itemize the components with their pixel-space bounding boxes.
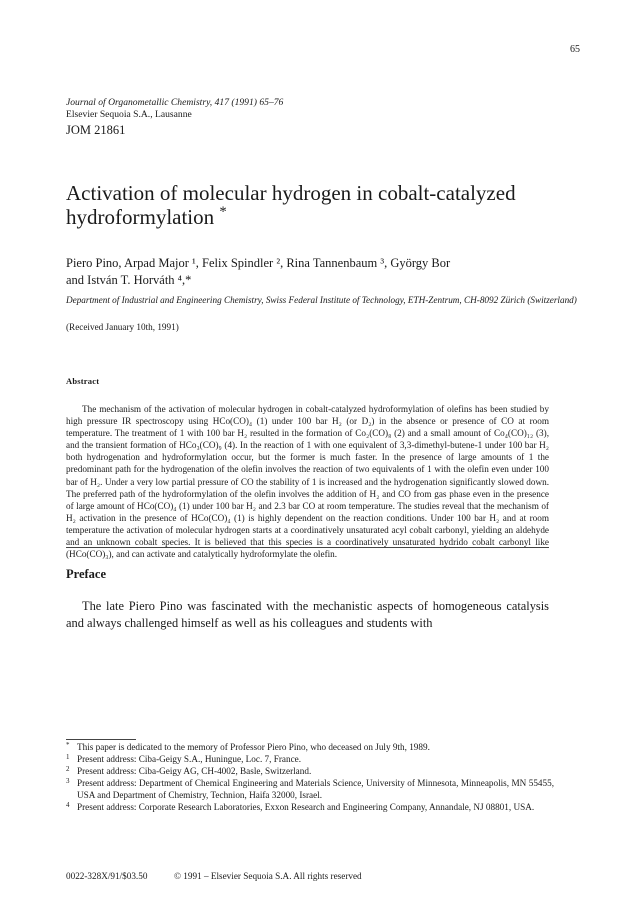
journal-header bbox=[66, 97, 283, 136]
authors-line-1: Piero Pino, Arpad Major ¹, Felix Spindler ², Rina Tannenbaum ³, György Bor bbox=[66, 256, 451, 270]
footnote-mark: * bbox=[66, 741, 70, 749]
section-divider bbox=[66, 547, 549, 548]
footnote-text: Present address: Ciba-Geigy S.A., Huningue, Loc. 7, France. bbox=[77, 753, 302, 764]
footnote-text: Present address: Corporate Research Laboratories, Exxon Research and Engineering Company, Annandale, NJ 08801, USA. bbox=[77, 801, 535, 812]
article-title bbox=[66, 181, 586, 229]
jom-id: JOM 21861 bbox=[66, 123, 126, 137]
journal-citation: Journal of Organometallic Chemistry, 417 (1991) 65–76 bbox=[66, 97, 284, 108]
footnote-text: Present address: Ciba-Geigy AG, CH-4002, Basle, Switzerland. bbox=[77, 765, 312, 776]
issn-price-code: 0022-328X/91/$03.50 bbox=[66, 871, 148, 881]
footnote bbox=[66, 754, 554, 766]
abstract-text: The mechanism of the activation of molecular hydrogen in cobalt-catalyzed hydroformylation of olefins has been studied by high pressure IR spectroscopy using HCo(CO)₄ (1) under 100 bar H₂ (or D₂) in the absence or presence of CO at room temperature. The treatment of 1 with 100 bar H₂ resulted in the formation of Co₂(CO)₈ (2) and a small amount of Co₄(CO)₁₂ (3), and the transient formation of HCo₃(CO)₉ (4). In the reaction of 1 with one equivalent of 3,3-dimethyl-butene-1 under 100 bar H₂ both hydrogenation and hydroformylation occur, but the former is much faster. In the presence of large amounts of 1 the predominant path for the hydrogenation of the olefin involves the reaction of two equivalents of 1 with the olefin even under 100 bar of H₂. Under a very low partial pressure of CO the stability of 1 is increased and the hydrogenation significantly slowed down. The preferred path of the hydroformylation of the olefin involves the addition of H₂ and CO from gas phase even in the presence of large amount of HCo(CO)₄ (1) under 100 bar H₂ and 2.3 bar CO at room temperature. The studies reveal that the mechanism of H₂ activation in the presence of HCo(CO)₄ (1) is highly dependent on the reaction conditions. Under 100 bar H₂ and at room temperature the activation of molecular hydrogen starts at a coordinatively unsaturated acyl cobalt carbonyl, yielding an aldehyde and an unknown cobalt species. It is believed that this species is a coordinatively unsaturated hydrido cobalt carbonyl like (HCo(CO)₃), and can activate and catalytically hydroformylate the olefin. bbox=[66, 404, 549, 560]
publisher: Elsevier Sequoia S.A., Lausanne bbox=[66, 109, 192, 120]
affiliation: Department of Industrial and Engineering Chemistry, Swiss Federal Institute of Technology, ETH-Zentrum, CH-8092 Zürich (Switzerland) bbox=[66, 295, 577, 305]
title-footnote-mark: * bbox=[219, 204, 227, 220]
footnote-mark: 1 bbox=[66, 752, 70, 761]
footnote bbox=[66, 742, 554, 754]
preface-heading: Preface bbox=[66, 567, 107, 581]
footnotes bbox=[66, 742, 554, 813]
footnote-text: Present address: Department of Chemical Engineering and Materials Science, University of Minnesota, Minneapolis, MN 55455, USA and Department of Chemistry, Technion, Haifa 32000, Israel. bbox=[77, 777, 554, 800]
footnote-divider bbox=[66, 739, 136, 740]
footnote bbox=[66, 802, 554, 814]
footnote-text: This paper is dedicated to the memory of Professor Piero Pino, who deceased on July 9th, 1989. bbox=[77, 742, 430, 752]
title-line-2: hydroformylation bbox=[66, 205, 215, 229]
page-number: 65 bbox=[570, 44, 580, 55]
footnote-mark: 2 bbox=[66, 764, 70, 773]
authors-line-2: and István T. Horváth ⁴,* bbox=[66, 273, 192, 287]
copyright-notice: © 1991 – Elsevier Sequoia S.A. All rights reserved bbox=[174, 871, 362, 881]
footnote-mark: 3 bbox=[66, 776, 70, 785]
footnote bbox=[66, 766, 554, 778]
received-date: (Received January 10th, 1991) bbox=[66, 322, 179, 332]
title-line-1: Activation of molecular hydrogen in cobalt-catalyzed bbox=[66, 181, 516, 205]
footnote-mark: 4 bbox=[66, 800, 70, 809]
footnote bbox=[66, 778, 554, 802]
abstract-heading: Abstract bbox=[66, 376, 100, 386]
copyright-line bbox=[66, 871, 554, 881]
preface-text: The late Piero Pino was fascinated with the mechanistic aspects of homogeneous catalysis and always challenged himself as well as his colleagues and students with bbox=[66, 599, 549, 630]
author-list bbox=[66, 255, 586, 289]
